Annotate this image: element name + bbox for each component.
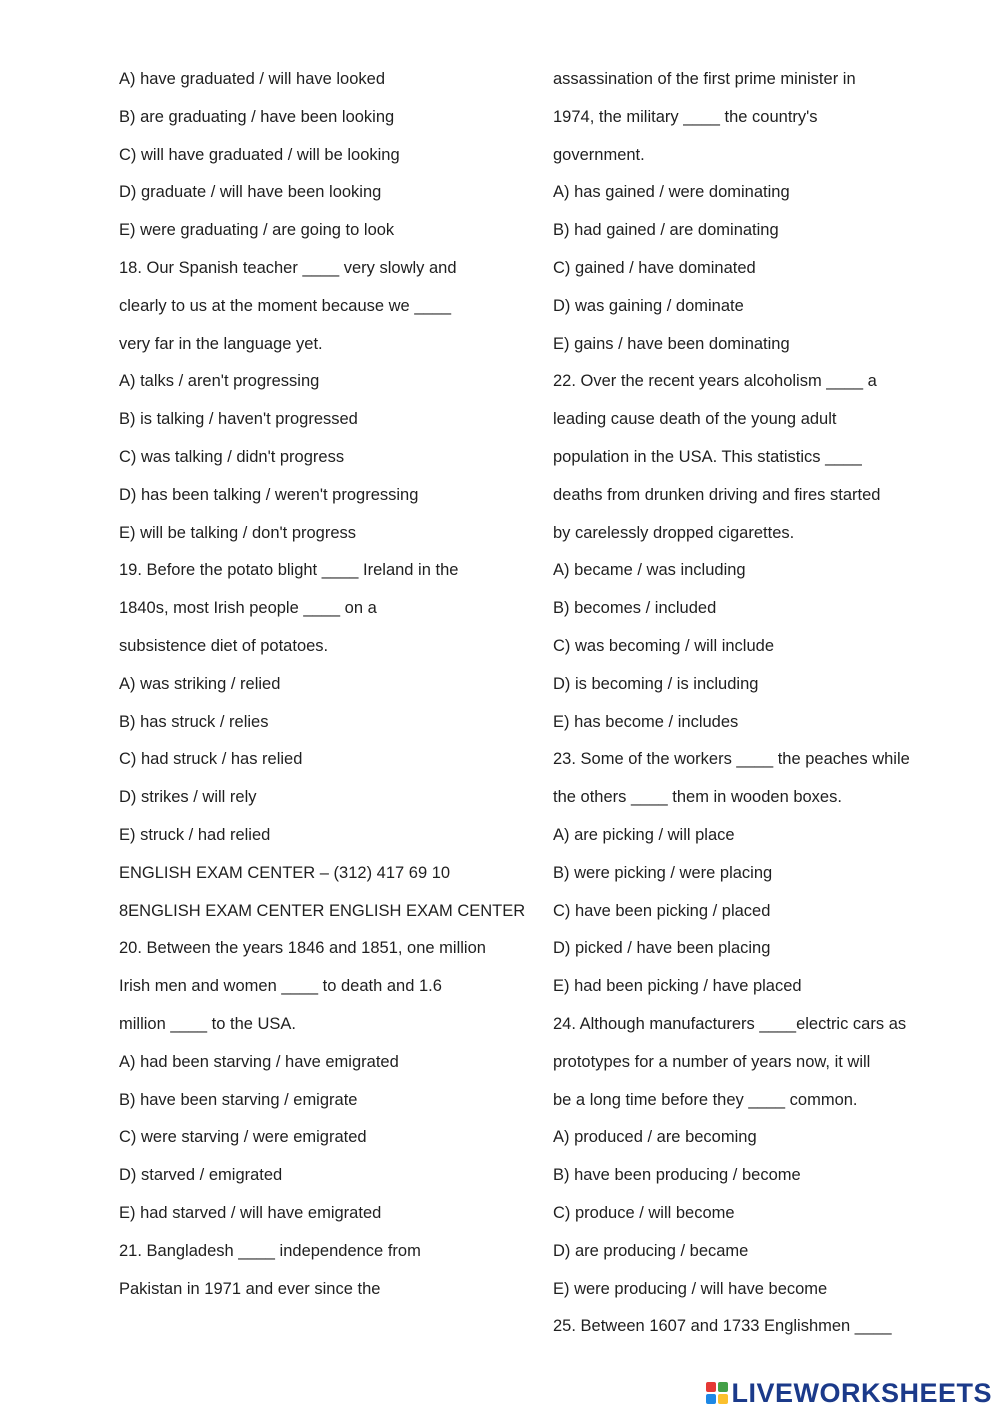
right-column — [553, 68, 953, 1353]
right-column-line: E) gains / have been dominating — [553, 334, 790, 353]
right-column-line: B) becomes / included — [553, 599, 717, 618]
right-column-line: D) was gaining / dominate — [553, 296, 744, 315]
left-column-line: B) is talking / haven't progressed — [119, 410, 358, 429]
right-column-line: the others ____ them in wooden boxes. — [553, 788, 842, 807]
left-column-line: E) had starved / will have emigrated — [119, 1203, 382, 1222]
left-column-line: 18. Our Spanish teacher ____ very slowly and — [119, 258, 457, 277]
left-column-line: C) were starving / were emigrated — [119, 1128, 367, 1147]
left-column-line: very far in the language yet. — [119, 334, 323, 353]
right-column-line: A) are picking / will place — [553, 825, 735, 844]
left-column-line: Irish men and women ____ to death and 1.6 — [119, 977, 442, 996]
left-column-line: C) will have graduated / will be looking — [119, 145, 400, 164]
right-column-line: be a long time before they ____ common. — [553, 1090, 858, 1109]
right-column-line: C) was becoming / will include — [553, 636, 775, 655]
right-column-line: B) had gained / are dominating — [553, 221, 779, 240]
right-column-line: 25. Between 1607 and 1733 Englishmen ____ — [553, 1317, 892, 1336]
left-column-line: C) was talking / didn't progress — [119, 447, 345, 466]
left-column-line: A) talks / aren't progressing — [119, 372, 320, 391]
right-column-line: deaths from drunken driving and fires started — [553, 485, 881, 504]
left-column-line: 19. Before the potato blight ____ Ireland in the — [119, 561, 459, 580]
right-column-line: government. — [553, 145, 645, 164]
left-column-line: C) had struck / has relied — [119, 750, 303, 769]
left-column-line: D) starved / emigrated — [119, 1166, 283, 1185]
right-column-line: prototypes for a number of years now, it will — [553, 1052, 871, 1071]
left-column-line: 20. Between the years 1846 and 1851, one million — [119, 939, 486, 958]
right-column-line: D) is becoming / is including — [553, 674, 759, 693]
right-column-line: 23. Some of the workers ____ the peaches while — [553, 750, 910, 769]
right-column-line: A) became / was including — [553, 561, 746, 580]
left-column-line: D) graduate / will have been looking — [119, 183, 382, 202]
left-column-line: ENGLISH EXAM CENTER – (312) 417 69 10 — [119, 863, 451, 882]
left-column-line: B) have been starving / emigrate — [119, 1090, 358, 1109]
left-column-line: 1840s, most Irish people ____ on a — [119, 599, 377, 618]
logo-text: LIVEWORKSHEETS — [731, 1378, 992, 1408]
right-column-line: D) are producing / became — [553, 1241, 749, 1260]
right-column-line: 22. Over the recent years alcoholism ____ a — [553, 372, 877, 391]
left-column-line: A) had been starving / have emigrated — [119, 1052, 399, 1071]
right-column-line: D) picked / have been placing — [553, 939, 771, 958]
right-column-line: C) gained / have dominated — [553, 258, 756, 277]
right-column-line: C) have been picking / placed — [553, 901, 771, 920]
left-column-line: B) are graduating / have been looking — [119, 107, 395, 126]
right-column-line: A) has gained / were dominating — [553, 183, 790, 202]
left-column-line: A) was striking / relied — [119, 674, 281, 693]
logo-grid-icon — [706, 1382, 728, 1404]
left-column-line: A) have graduated / will have looked — [119, 70, 385, 88]
left-column-line: clearly to us at the moment because we ____ — [119, 296, 452, 315]
left-column-line: subsistence diet of potatoes. — [119, 636, 329, 655]
right-column-line: E) has become / includes — [553, 712, 739, 731]
right-column-line: B) were picking / were placing — [553, 863, 773, 882]
right-column-line: 24. Although manufacturers ____electric cars as — [553, 1014, 907, 1033]
right-column-line: E) were producing / will have become — [553, 1279, 828, 1298]
right-column-line: E) had been picking / have placed — [553, 977, 802, 996]
right-column-line: B) have been producing / become — [553, 1166, 801, 1185]
left-column-line: D) strikes / will rely — [119, 788, 257, 807]
left-column-line: E) struck / had relied — [119, 825, 271, 844]
left-column-line: B) has struck / relies — [119, 712, 269, 731]
right-column-line: A) produced / are becoming — [553, 1128, 757, 1147]
left-column-line: D) has been talking / weren't progressing — [119, 485, 419, 504]
left-column-line: E) will be talking / don't progress — [119, 523, 357, 542]
right-column-line: assassination of the first prime minister in — [553, 70, 856, 88]
left-column-line: 21. Bangladesh ____ independence from — [119, 1241, 421, 1260]
left-column-line: Pakistan in 1971 and ever since the — [119, 1279, 381, 1298]
right-column-line: 1974, the military ____ the country's — [553, 107, 818, 126]
left-column-line: million ____ to the USA. — [119, 1014, 297, 1033]
right-column-line: C) produce / will become — [553, 1203, 735, 1222]
right-column-line: by carelessly dropped cigarettes. — [553, 523, 795, 542]
left-column-line: E) were graduating / are going to look — [119, 221, 395, 240]
left-column-line: 8ENGLISH EXAM CENTER ENGLISH EXAM CENTER — [119, 901, 526, 920]
right-column-line: leading cause death of the young adult — [553, 410, 837, 429]
liveworksheets-logo[interactable] — [706, 1380, 992, 1406]
right-column-line: population in the USA. This statistics ____ — [553, 447, 862, 466]
left-column — [119, 68, 526, 1315]
